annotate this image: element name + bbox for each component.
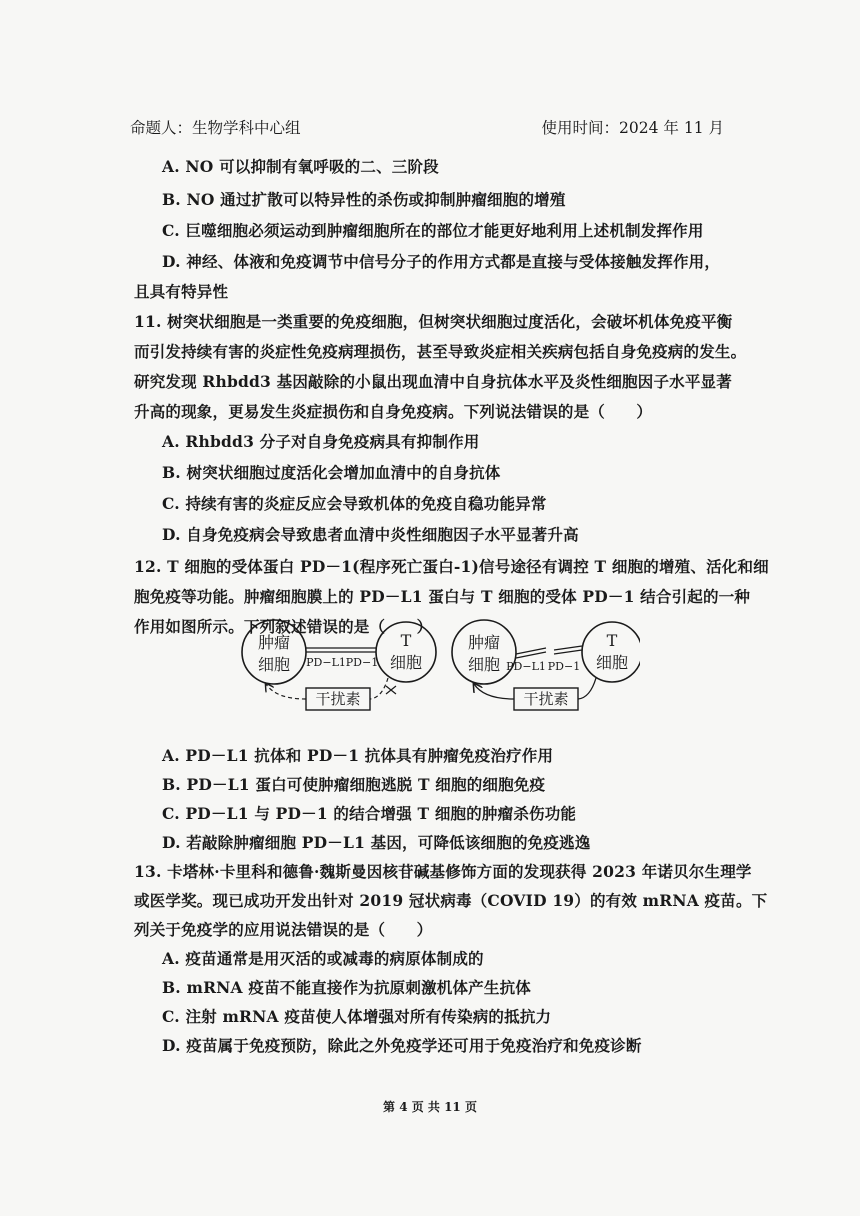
author-label: 命题人：生物学科中心组 <box>130 119 301 137</box>
q10-option-c: C. 巨噬细胞必须运动到肿瘤细胞所在的部位才能更好地利用上述机制发挥作用 <box>162 221 704 240</box>
pd1-stub-bottom <box>554 650 582 654</box>
q11-option-c: C. 持续有害的炎症反应会导致机体的免疫自稳功能异常 <box>162 494 547 513</box>
q10-option-d: D. 神经、体液和免疫调节中信号分子的作用方式都是直接与受体接触发挥作用， <box>162 252 721 271</box>
q11-stem-4: 升高的现象，更易发生炎症损伤和自身免疫病。下列说法错误的是（ ） <box>134 402 653 421</box>
q13-option-d: D. 疫苗属于免疫预防，除此之外免疫学还可用于免疫治疗和免疫诊断 <box>162 1036 642 1055</box>
t-label-1-right: T <box>606 631 618 650</box>
q11-option-b: B. 树突状细胞过度活化会增加血清中的自身抗体 <box>162 463 501 482</box>
q13-stem-2: 或医学奖。现已成功开发出针对 2019 冠状病毒（COVID 19）的有效 mRNA 疫苗。下 <box>134 891 768 910</box>
solid-path-t-to-box <box>578 678 596 699</box>
t-label-1-left: T <box>400 631 412 650</box>
q12-option-a: A. PD－L1 抗体和 PD－1 抗体具有肿瘤免疫治疗作用 <box>162 746 554 765</box>
tumor-label-1-right: 肿瘤 <box>467 633 501 652</box>
pd1-label-left: PD−1 <box>345 656 379 669</box>
pd1-diagram <box>236 614 640 724</box>
date-label: 使用时间：2024 年 11 月 <box>541 119 724 137</box>
page-header <box>130 116 724 140</box>
q13-option-b: B. mRNA 疫苗不能直接作为抗原刺激机体产生抗体 <box>162 978 531 997</box>
pdl1-label-left: PD−L1 <box>306 656 346 669</box>
dashed-path-t-to-box <box>370 678 388 699</box>
q11-stem-2: 而引发持续有害的炎症性免疫病理损伤，甚至导致炎症相关疾病包括自身免疫病的发生。 <box>134 342 747 361</box>
t-label-2-right: 细胞 <box>595 653 629 672</box>
q11-option-a: A. Rhbdd3 分子对自身免疫病具有抑制作用 <box>162 432 480 451</box>
q13-stem-1: 13. 卡塔林·卡里科和德鲁·魏斯曼因核苷碱基修饰方面的发现获得 2023 年诺贝尔生理学 <box>134 862 752 881</box>
interferon-label-right: 干扰素 <box>523 690 569 708</box>
q13-option-c: C. 注射 mRNA 疫苗使人体增强对所有传染病的抵抗力 <box>162 1007 552 1026</box>
diagram-left-panel <box>242 620 436 710</box>
q10-option-a: A. NO 可以抑制有氧呼吸的二、三阶段 <box>162 157 439 176</box>
q12-option-c: C. PD－L1 与 PD－1 的结合增强 T 细胞的肿瘤杀伤功能 <box>162 804 577 823</box>
tumor-label-1-left: 肿瘤 <box>257 633 291 652</box>
tumor-label-2-left: 细胞 <box>257 655 291 674</box>
interferon-label-left: 干扰素 <box>315 690 361 708</box>
tumor-label-2-right: 细胞 <box>467 655 501 674</box>
t-label-2-left: 细胞 <box>389 653 423 672</box>
q13-stem-3: 列关于免疫学的应用说法错误的是（ ） <box>134 920 433 939</box>
q12-option-b: B. PD－L1 蛋白可使肿瘤细胞逃脱 T 细胞的细胞免疫 <box>162 775 546 794</box>
solid-arrow-box-to-tumor <box>474 684 514 699</box>
pd1-label-right: PD−1 <box>547 660 581 673</box>
q10-option-b: B. NO 通过扩散可以特异性的杀伤或抑制肿瘤细胞的增殖 <box>162 190 566 209</box>
q10-option-d-cont: 且具有特异性 <box>134 282 229 301</box>
blocked-cross-mark <box>386 686 396 694</box>
q11-stem-3: 研究发现 Rhbdd3 基因敲除的小鼠出现血清中自身抗体水平及炎性细胞因子水平显著 <box>134 372 732 391</box>
q11-stem-1: 11. 树突状细胞是一类重要的免疫细胞，但树突状细胞过度活化，会破坏机体免疫平衡 <box>134 312 733 331</box>
pd1-stub-top <box>554 646 582 650</box>
page-footer: 第 4 页 共 11 页 <box>383 1100 477 1114</box>
q13-option-a: A. 疫苗通常是用灭活的或减毒的病原体制成的 <box>162 949 484 968</box>
q12-stem-3: 作用如图所示。下列叙述错误的是（ ） <box>134 617 433 636</box>
tumor-cell-circle-right <box>452 620 516 684</box>
tumor-cell-circle-left <box>242 620 306 684</box>
pdl1-label-right: PD−L1 <box>506 660 546 673</box>
diagram-right-panel <box>452 620 640 710</box>
dashed-arrow-box-to-tumor <box>266 684 306 699</box>
q12-stem-1: 12. T 细胞的受体蛋白 PD－1(程序死亡蛋白-1)信号途径有调控 T 细胞的增殖、活化和细 <box>134 557 769 576</box>
q12-stem-2: 胞免疫等功能。肿瘤细胞膜上的 PD－L1 蛋白与 T 细胞的受体 PD－1 结合引起的一种 <box>134 587 751 606</box>
q11-option-d: D. 自身免疫病会导致患者血清中炎性细胞因子水平显著升高 <box>162 525 579 544</box>
q12-option-d: D. 若敲除肿瘤细胞 PD－L1 基因，可降低该细胞的免疫逃逸 <box>162 833 591 852</box>
